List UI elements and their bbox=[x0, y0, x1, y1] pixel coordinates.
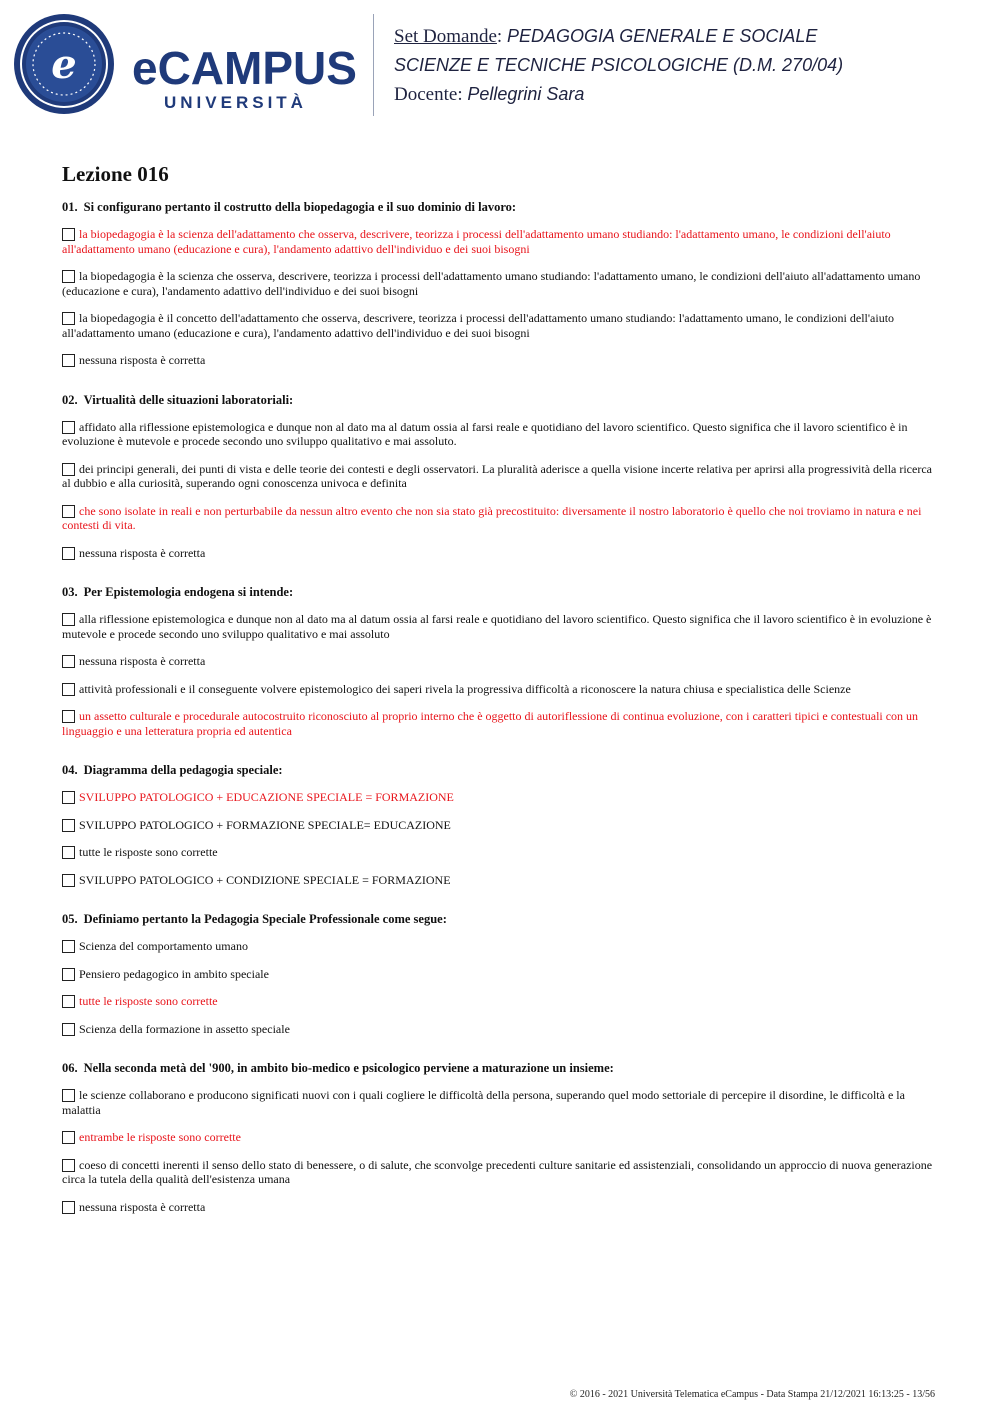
question-text: Per Epistemologia endogena si intende: bbox=[83, 585, 294, 599]
checkbox-icon[interactable] bbox=[62, 995, 75, 1008]
question-number: 05. bbox=[62, 912, 78, 926]
answer-option-correct bbox=[62, 994, 940, 1009]
checkbox-icon[interactable] bbox=[62, 1023, 75, 1036]
answer-option bbox=[62, 1088, 940, 1117]
answer-option-correct bbox=[62, 1130, 940, 1145]
page-footer: © 2016 - 2021 Università Telematica eCampus - Data Stampa 21/12/2021 16:13:25 - 13/56 bbox=[569, 1389, 935, 1400]
answer-text: coeso di concetti inerenti il senso dello stato di benessere, o di salute, che sconvolge precedenti culture sanitarie ed assistenziali, consolidando un approccio di nuova generazione circa la tutela della qualità dell'esistenza umana bbox=[62, 1157, 933, 1186]
question-text: Diagramma della pedagogia speciale: bbox=[83, 763, 283, 777]
answer-option bbox=[62, 818, 940, 833]
question-text: Definiamo pertanto la Pedagogia Speciale Professionale come segue: bbox=[83, 912, 447, 926]
set-label: Set Domande bbox=[394, 26, 497, 47]
answer-option bbox=[62, 682, 940, 697]
answer-text: tutte le risposte sono corrette bbox=[79, 845, 218, 859]
answer-text: nessuna risposta è corretta bbox=[79, 1199, 206, 1214]
checkbox-icon[interactable] bbox=[62, 874, 75, 887]
answer-option bbox=[62, 546, 940, 561]
answer-option bbox=[62, 353, 940, 368]
answer-text: nessuna risposta è corretta bbox=[79, 654, 206, 668]
checkbox-icon[interactable] bbox=[62, 270, 75, 283]
question-block bbox=[62, 393, 940, 561]
question-block bbox=[62, 200, 940, 368]
checkbox-icon[interactable] bbox=[62, 547, 75, 560]
answer-option bbox=[62, 845, 940, 860]
header-info bbox=[394, 22, 843, 109]
checkbox-icon[interactable] bbox=[62, 683, 75, 696]
checkbox-icon[interactable] bbox=[62, 710, 75, 723]
checkbox-icon[interactable] bbox=[62, 846, 75, 859]
question-number: 04. bbox=[62, 763, 78, 777]
question-number: 06. bbox=[62, 1061, 78, 1075]
checkbox-icon[interactable] bbox=[62, 1159, 75, 1172]
answer-text: Pensiero pedagogico in ambito speciale bbox=[79, 966, 269, 981]
checkbox-icon[interactable] bbox=[62, 655, 75, 668]
ecampus-logo bbox=[14, 12, 364, 116]
answer-text: affidato alla riflessione epistemologica e dunque non al dato ma al datum ossia al farsi reale e quotidiano del lavoro scientifico. Questo significa che il lavoro scientifico è in evoluzione è mutevole e procede secondo uno sviluppo qualitativo e mai assoluto. bbox=[62, 419, 908, 448]
question-block bbox=[62, 912, 940, 1036]
answer-option bbox=[62, 939, 940, 954]
docente-value: Pellegrini Sara bbox=[467, 84, 585, 104]
checkbox-icon[interactable] bbox=[62, 421, 75, 434]
checkbox-icon[interactable] bbox=[62, 791, 75, 804]
checkbox-icon[interactable] bbox=[62, 819, 75, 832]
checkbox-icon[interactable] bbox=[62, 312, 75, 325]
page-header bbox=[0, 0, 1000, 130]
quiz-content bbox=[62, 162, 940, 1239]
lesson-title: Lezione 016 bbox=[62, 162, 169, 186]
checkbox-icon[interactable] bbox=[62, 354, 75, 367]
question-text: Virtualità delle situazioni laboratoriali: bbox=[83, 392, 294, 407]
answer-text: entrambe le risposte sono corrette bbox=[79, 1130, 241, 1144]
svg-text:e: e bbox=[51, 41, 77, 88]
answer-text: tutte le risposte sono corrette bbox=[79, 994, 218, 1008]
answer-text: la biopedagogia è la scienza dell'adattamento che osserva, descrivere, teorizza i processi dell'adattamento umano studiando: l'adattamento umano, le condizioni dell'aiuto all'adattamento umano (educazione e cura), l'andamento adattivo dell'individuo e dei suoi bisogni bbox=[62, 227, 891, 256]
logo-subtitle: UNIVERSITÀ bbox=[164, 93, 307, 112]
answer-option bbox=[62, 420, 940, 449]
docente-line: Docente: Pellegrini Sara bbox=[394, 84, 585, 105]
question-number: 01. bbox=[62, 200, 78, 214]
answer-option bbox=[62, 462, 940, 491]
answer-text: SVILUPPO PATOLOGICO + FORMAZIONE SPECIALE= EDUCAZIONE bbox=[79, 817, 451, 832]
checkbox-icon[interactable] bbox=[62, 1131, 75, 1144]
answer-option bbox=[62, 1200, 940, 1215]
question-number: 03. bbox=[62, 585, 78, 599]
question-number: 02. bbox=[62, 392, 78, 407]
question-title bbox=[62, 763, 940, 778]
question-text: Nella seconda metà del '900, in ambito bio-medico e psicologico perviene a maturazione un insieme: bbox=[83, 1061, 614, 1075]
answer-option bbox=[62, 612, 940, 641]
answer-option bbox=[62, 1158, 940, 1187]
answer-text: attività professionali e il conseguente volvere epistemologico dei saperi rivela la progressiva difficoltà a riconoscere la natura chiusa e specialistica delle Scienze bbox=[79, 681, 851, 696]
answer-text: Scienza della formazione in assetto speciale bbox=[79, 1021, 290, 1036]
logo-wordmark: eCAMPUS bbox=[132, 42, 357, 94]
header-divider bbox=[373, 14, 374, 116]
answer-text: SVILUPPO PATOLOGICO + EDUCAZIONE SPECIALE = FORMAZIONE bbox=[79, 790, 454, 804]
answer-option-correct bbox=[62, 790, 940, 805]
answer-text: SVILUPPO PATOLOGICO + CONDIZIONE SPECIALE = FORMAZIONE bbox=[79, 872, 451, 887]
answer-option bbox=[62, 269, 940, 298]
answer-option-correct bbox=[62, 709, 940, 738]
question-block bbox=[62, 1061, 940, 1214]
answer-option bbox=[62, 873, 940, 888]
question-title bbox=[62, 585, 940, 600]
answer-text: la biopedagogia è il concetto dell'adattamento che osserva, descrivere, teorizza i processi dell'adattamento umano studiando: l'adattamento umano, le condizioni dell'aiuto all'adattamento umano (educazione e cura), l'andamento adattivo dell'individuo e dei suoi bisogni bbox=[62, 311, 895, 340]
checkbox-icon[interactable] bbox=[62, 463, 75, 476]
question-block bbox=[62, 585, 940, 738]
set-domande-line: Set Domande: PEDAGOGIA GENERALE E SOCIALE bbox=[394, 26, 818, 47]
checkbox-icon[interactable] bbox=[62, 228, 75, 241]
question-text: Si configurano pertanto il costrutto della biopedagogia e il suo dominio di lavoro: bbox=[83, 200, 517, 214]
checkbox-icon[interactable] bbox=[62, 1201, 75, 1214]
checkbox-icon[interactable] bbox=[62, 505, 75, 518]
answer-text: alla riflessione epistemologica e dunque non al dato ma al datum ossia al farsi reale e quotidiano del lavoro scientifico. Questo significa che il lavoro scientifico è in evoluzione è mutevole e procede secondo uno sviluppo qualitativo e mai assoluto bbox=[62, 612, 932, 641]
answer-text: la biopedagogia è la scienza che osserva, descrivere, teorizza i processi dell'adattamento umano studiando: l'adattamento umano, le condizioni dell'aiuto all'adattamento umano (educazione e cura), l'andamento adattivo dell'individuo e dei suoi bisogni bbox=[62, 269, 921, 298]
answer-text: che sono isolate in reali e non perturbabile da nessun altro evento che non sia stato già precostituito: diversamente il nostro laboratorio è quello che noi troviamo in natura e nei contesti di vita. bbox=[62, 503, 922, 532]
set-value-2: SCIENZE E TECNICHE PSICOLOGICHE (D.M. 270/04) bbox=[394, 55, 844, 75]
answer-option bbox=[62, 311, 940, 340]
question-list bbox=[62, 200, 940, 1214]
answer-option-correct bbox=[62, 227, 940, 256]
checkbox-icon[interactable] bbox=[62, 1089, 75, 1102]
checkbox-icon[interactable] bbox=[62, 613, 75, 626]
answer-text: nessuna risposta è corretta bbox=[79, 353, 206, 367]
question-title bbox=[62, 200, 940, 215]
question-title bbox=[62, 393, 940, 408]
answer-text: nessuna risposta è corretta bbox=[79, 545, 206, 560]
answer-option bbox=[62, 654, 940, 669]
set-value-1: PEDAGOGIA GENERALE E SOCIALE bbox=[506, 26, 818, 46]
answer-text: le scienze collaborano e producono significati nuovi con i quali cogliere le difficoltà della persona, superando quel modo settoriale di percepire il disordine, le difficoltà e la malattia bbox=[62, 1088, 905, 1117]
question-block bbox=[62, 763, 940, 887]
docente-label: Docente bbox=[394, 84, 458, 105]
answer-option bbox=[62, 967, 940, 982]
question-title bbox=[62, 912, 940, 927]
answer-option-correct bbox=[62, 504, 940, 533]
answer-text: dei principi generali, dei punti di vista e delle teorie dei contesti e degli osservatori. La pluralità aderisce a quella visione incerte relativa per aprirsi alla progressività della ricerca al dubbio e alla curiosità, superando ogni conoscenza univoca e definita bbox=[62, 461, 932, 490]
checkbox-icon[interactable] bbox=[62, 968, 75, 981]
answer-text: un assetto culturale e procedurale autocostruito riconosciuto al proprio interno che è oggetto di autoriflessione di continua evoluzione, con i caratteri tipici e contestuali con un linguaggio e una letteratura propria ed autentica bbox=[62, 709, 919, 738]
set-domande-line-2 bbox=[394, 51, 843, 80]
answer-text: Scienza del comportamento umano bbox=[79, 939, 248, 953]
checkbox-icon[interactable] bbox=[62, 940, 75, 953]
answer-option bbox=[62, 1022, 940, 1037]
question-title bbox=[62, 1061, 940, 1076]
